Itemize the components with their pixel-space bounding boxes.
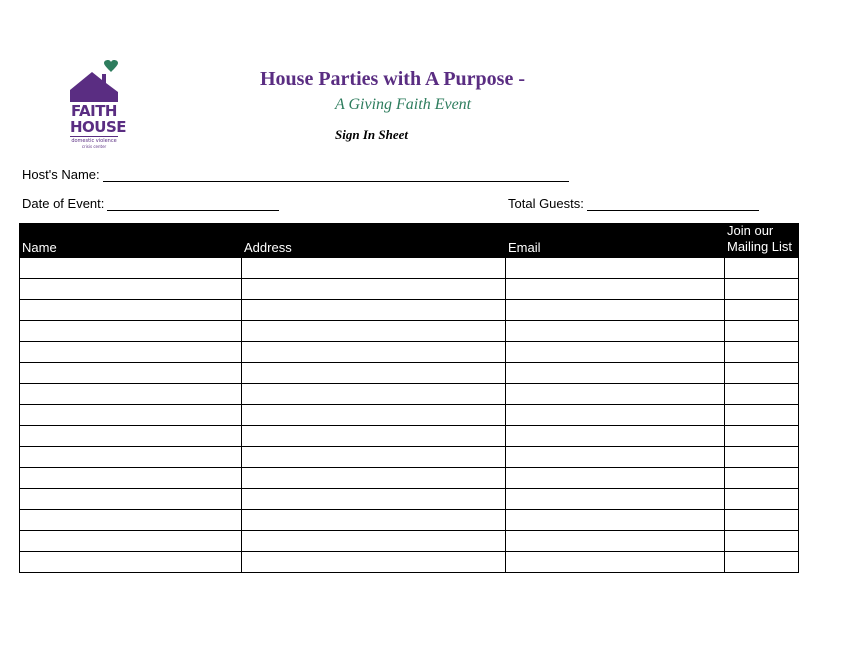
address-cell[interactable] xyxy=(242,363,506,384)
mailing-list-cell[interactable] xyxy=(725,426,799,447)
name-cell[interactable] xyxy=(20,258,242,279)
house-icon xyxy=(66,60,122,106)
name-cell[interactable] xyxy=(20,510,242,531)
total-guests-label: Total Guests: xyxy=(508,196,584,211)
name-cell[interactable] xyxy=(20,384,242,405)
table-body xyxy=(20,258,799,573)
email-cell[interactable] xyxy=(506,405,725,426)
event-date-label: Date of Event: xyxy=(22,196,105,211)
email-cell[interactable] xyxy=(506,279,725,300)
address-cell[interactable] xyxy=(242,489,506,510)
name-cell[interactable] xyxy=(20,531,242,552)
address-cell[interactable] xyxy=(242,510,506,531)
total-guests-field xyxy=(508,196,759,211)
name-cell[interactable] xyxy=(20,405,242,426)
address-cell[interactable] xyxy=(242,300,506,321)
name-cell[interactable] xyxy=(20,489,242,510)
table-row xyxy=(20,405,799,426)
logo-tagline: domestic violence xyxy=(71,138,117,144)
page-subtitle: A Giving Faith Event xyxy=(335,96,472,113)
address-cell[interactable] xyxy=(242,321,506,342)
mailing-list-cell[interactable] xyxy=(725,510,799,531)
heart-icon xyxy=(104,60,118,72)
name-cell[interactable] xyxy=(20,321,242,342)
logo-text-line1: FAITH xyxy=(70,102,117,120)
table-row xyxy=(20,258,799,279)
name-cell[interactable] xyxy=(20,363,242,384)
name-cell[interactable] xyxy=(20,300,242,321)
logo-rule xyxy=(70,136,118,137)
mailing-list-cell[interactable] xyxy=(725,342,799,363)
logo-text-line2: HOUSE xyxy=(70,118,127,136)
table-row xyxy=(20,384,799,405)
mailing-list-cell[interactable] xyxy=(725,447,799,468)
address-cell[interactable] xyxy=(242,342,506,363)
email-cell[interactable] xyxy=(506,426,725,447)
email-cell[interactable] xyxy=(506,552,725,573)
table-row xyxy=(20,531,799,552)
mailing-list-cell[interactable] xyxy=(725,552,799,573)
email-cell[interactable] xyxy=(506,300,725,321)
mailing-list-cell[interactable] xyxy=(725,531,799,552)
address-cell[interactable] xyxy=(242,258,506,279)
table-row xyxy=(20,468,799,489)
host-name-label: Host's Name: xyxy=(22,167,100,182)
mailing-list-cell[interactable] xyxy=(725,384,799,405)
address-cell[interactable] xyxy=(242,279,506,300)
address-cell[interactable] xyxy=(242,531,506,552)
address-cell[interactable] xyxy=(242,447,506,468)
page-title: House Parties with A Purpose - xyxy=(260,68,525,90)
table-row xyxy=(20,426,799,447)
address-cell[interactable] xyxy=(242,552,506,573)
email-cell[interactable] xyxy=(506,531,725,552)
email-cell[interactable] xyxy=(506,447,725,468)
column-header-mailing-list: Join our Mailing List xyxy=(725,223,799,258)
table-row xyxy=(20,279,799,300)
sign-in-table xyxy=(19,223,799,573)
mailing-list-cell[interactable] xyxy=(725,468,799,489)
mailing-list-cell[interactable] xyxy=(725,258,799,279)
email-cell[interactable] xyxy=(506,363,725,384)
column-header-address: Address xyxy=(242,223,506,258)
table-row xyxy=(20,552,799,573)
host-name-field xyxy=(22,167,569,182)
event-date-field xyxy=(22,196,279,211)
column-header-name: Name xyxy=(20,223,242,258)
mailing-list-cell[interactable] xyxy=(725,300,799,321)
event-date-blank[interactable] xyxy=(107,197,279,211)
name-cell[interactable] xyxy=(20,447,242,468)
name-cell[interactable] xyxy=(20,426,242,447)
mailing-list-cell[interactable] xyxy=(725,405,799,426)
table-row xyxy=(20,342,799,363)
address-cell[interactable] xyxy=(242,384,506,405)
email-cell[interactable] xyxy=(506,384,725,405)
mailing-list-cell[interactable] xyxy=(725,279,799,300)
mailing-list-cell[interactable] xyxy=(725,489,799,510)
address-cell[interactable] xyxy=(242,426,506,447)
table-row xyxy=(20,447,799,468)
email-cell[interactable] xyxy=(506,510,725,531)
address-cell[interactable] xyxy=(242,405,506,426)
email-cell[interactable] xyxy=(506,321,725,342)
table-row xyxy=(20,489,799,510)
sheet-label: Sign In Sheet xyxy=(335,127,408,142)
logo-tagline-2: crisis center xyxy=(81,144,107,149)
email-cell[interactable] xyxy=(506,489,725,510)
faith-house-logo xyxy=(66,60,127,150)
host-name-blank[interactable] xyxy=(103,168,569,182)
email-cell[interactable] xyxy=(506,468,725,489)
email-cell[interactable] xyxy=(506,258,725,279)
mailing-list-cell[interactable] xyxy=(725,363,799,384)
table-row xyxy=(20,510,799,531)
table-row xyxy=(20,321,799,342)
total-guests-blank[interactable] xyxy=(587,197,759,211)
name-cell[interactable] xyxy=(20,279,242,300)
name-cell[interactable] xyxy=(20,342,242,363)
column-header-email: Email xyxy=(506,223,725,258)
email-cell[interactable] xyxy=(506,342,725,363)
name-cell[interactable] xyxy=(20,468,242,489)
address-cell[interactable] xyxy=(242,468,506,489)
name-cell[interactable] xyxy=(20,552,242,573)
mailing-list-cell[interactable] xyxy=(725,321,799,342)
table-row xyxy=(20,363,799,384)
table-row xyxy=(20,300,799,321)
table-header-row xyxy=(20,223,799,258)
